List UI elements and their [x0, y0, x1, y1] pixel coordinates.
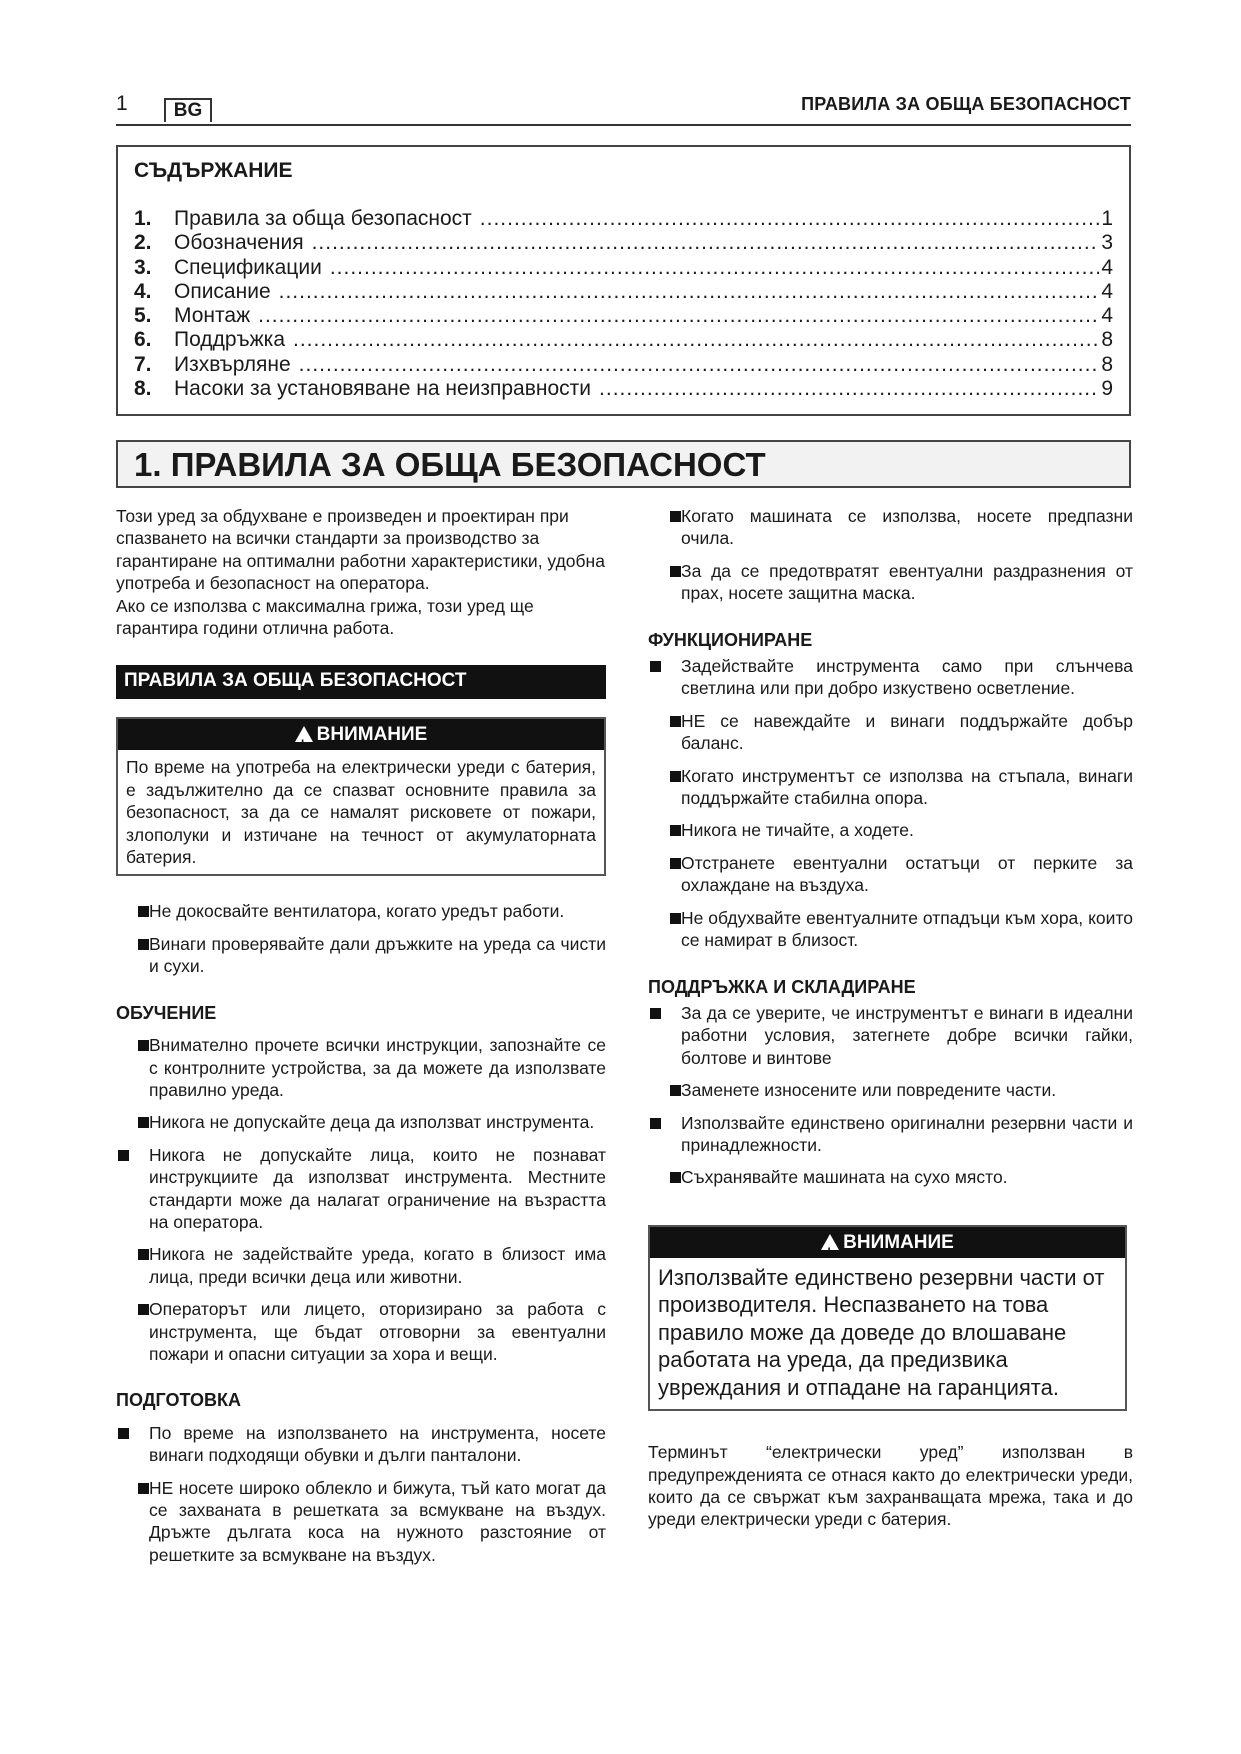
bullet-item: Заменете износените или повредените части. [648, 1079, 1133, 1101]
toc-item[interactable]: 8. Насоки за установяване на неизправности ..... 9 [134, 377, 1113, 401]
warning-triangle-icon [295, 726, 313, 742]
toc-item[interactable]: 1. Правила за обща безопасност ..... 1 [134, 207, 1113, 231]
bullet-item: Никога не тичайте, а ходете. [648, 819, 1133, 841]
bullet-item: За да се уверите, че инструментът е винаги в идеални работни условия, затегнете добре всички гайки, болтове и винтове [648, 1002, 1133, 1069]
bullet-square-icon [670, 825, 681, 836]
bullet-item: Не докосвайте вентилатора, когато уредът работи. [116, 900, 606, 922]
intro-paragraph: Ако се използва с максимална грижа, този уред ще гарантира години отлична работа. [116, 595, 534, 639]
warning-header [118, 719, 604, 750]
bullet-item: Операторът или лицето, оторизирано за работа с инструмента, ще бъдат отговорни за евентуални пожари и опасни ситуации за хора и вещи. [116, 1298, 606, 1365]
bullet-square-icon [670, 511, 681, 522]
bullet-item: Никога не задействайте уреда, когато в близост има лица, преди всички деца или животни. [116, 1243, 606, 1288]
subsection-title: ПОДДРЪЖКА И СКЛАДИРАНЕ [648, 976, 916, 997]
bullet-square-icon [650, 1118, 661, 1129]
bullet-square-icon [138, 1304, 149, 1315]
toc-leader [299, 353, 1100, 377]
toc-leader [480, 207, 1100, 231]
bullet-square-icon [138, 939, 149, 950]
bullet-item: НЕ се навеждайте и винаги поддържайте добър баланс. [648, 710, 1133, 755]
page-number: 1 [116, 92, 128, 115]
bullet-item: Винаги проверявайте дали дръжките на уреда са чисти и сухи. [116, 933, 606, 978]
bullet-square-icon [650, 1008, 661, 1019]
bullet-item: НЕ носете широко облекло и бижута, тъй като могат да се захваната в решетката за всмукване на въздух. Дръжте дългата коса на нужното разстояние от решетките за всмукване на въздух. [116, 1477, 606, 1567]
bullet-square-icon [670, 1085, 681, 1096]
subsection-title: ОБУЧЕНИЕ [116, 1002, 217, 1023]
toc-leader [258, 304, 1099, 328]
bullet-square-icon [138, 1117, 149, 1128]
bullet-item: Никога не допускайте лица, които не познават инструкциите да използват инструмента. Местните стандарти може да налагат ограничение на възрастта на оператора. [116, 1144, 606, 1234]
bullet-square-icon [138, 1040, 149, 1051]
bullet-item: Когато машината се използва, носете предпазни очила. [648, 505, 1133, 550]
section-heading: 1. ПРАВИЛА ЗА ОБЩА БЕЗОПАСНОСТ [116, 440, 1131, 488]
toc-title: СЪДЪРЖАНИЕ [134, 159, 293, 182]
toc-leader [330, 256, 1100, 280]
bullet-square-icon [670, 566, 681, 577]
toc-item[interactable]: 7. Изхвърляне ..... 8 [134, 353, 1113, 377]
toc-item[interactable]: 4. Описание ..... 4 [134, 280, 1113, 304]
bullet-item: Отстранете евентуални остатъци от перките за охлаждане на въздуха. [648, 852, 1133, 897]
bullet-square-icon [118, 1428, 129, 1439]
bullet-item: Внимателно прочете всички инструкции, запознайте се с контролните устройства, за да можете да използвате правилно уреда. [116, 1034, 606, 1101]
bullet-item: По време на използването на инструмента, носете винаги подходящи обувки и дълги панталони. [116, 1422, 606, 1467]
bullet-item: Никога не допускайте деца да използват инструмента. [116, 1111, 606, 1133]
bullet-item: Задействайте инструмента само при слънчева светлина или при добро изкуствено осветление. [648, 655, 1133, 700]
toc-item[interactable]: 3. Спецификации ..... 4 [134, 256, 1113, 280]
bullet-item: За да се предотвратят евентуални раздразнения от прах, носете защитна маска. [648, 560, 1133, 605]
bullet-square-icon [118, 1150, 129, 1161]
bullet-square-icon [670, 1172, 681, 1183]
subsection-title-bar: ПРАВИЛА ЗА ОБЩА БЕЗОПАСНОСТ [116, 665, 606, 699]
toc-item[interactable]: 2. Обозначения ..... 3 [134, 231, 1113, 255]
bullet-square-icon [670, 716, 681, 727]
bullet-square-icon [138, 1249, 149, 1260]
subsection-title: ФУНКЦИОНИРАНЕ [648, 629, 813, 650]
table-of-contents [116, 145, 1131, 416]
warning-box [648, 1225, 1127, 1412]
bullet-square-icon [670, 913, 681, 924]
warning-box [116, 717, 606, 876]
bullet-item: Използвайте единствено оригинални резервни части и принадлежности. [648, 1112, 1133, 1157]
bullet-item: Не обдухвайте евентуалните отпадъци към хора, които се намират в близост. [648, 907, 1133, 952]
bullet-square-icon [650, 661, 661, 672]
header-title: ПРАВИЛА ЗА ОБЩА БЕЗОПАСНОСТ [801, 94, 1131, 114]
page-header [116, 92, 1131, 126]
toc-list [134, 207, 1113, 401]
left-column [116, 505, 606, 1566]
toc-leader [312, 231, 1100, 255]
warning-triangle-icon [821, 1234, 839, 1250]
warning-label: ВНИМАНИЕ [843, 1231, 954, 1253]
bullet-square-icon [670, 858, 681, 869]
warning-header [650, 1227, 1125, 1258]
warning-text: Използвайте единствено резервни части от производителя. Неспазването на това правило може да доведе до влошаване работата на уреда, да предизвика увреждания и отпадане на гаранцията. [658, 1264, 1105, 1400]
toc-item[interactable]: 6. Поддръжка ..... 8 [134, 328, 1113, 352]
warning-text: По време на употреба на електрически уреди с батерия, е задължително да се спазват основните правила за безопасност, за да се намалят рисковете от пожари, злополуки и изтичане на течност от акумулаторната батерия. [126, 757, 596, 868]
warning-label: ВНИМАНИЕ [316, 724, 428, 746]
right-column [648, 505, 1133, 1531]
language-badge: BG [164, 98, 212, 122]
subsection-title: ПОДГОТОВКА [116, 1390, 242, 1411]
bullet-square-icon [670, 771, 681, 782]
bullet-item: Когато инструментът се използва на стъпала, винаги поддържайте стабилна опора. [648, 765, 1133, 810]
toc-item[interactable]: 5. Монтаж ..... 4 [134, 304, 1113, 328]
intro-paragraph: Този уред за обдухване е произведен и проектиран при спазването на всички стандарти за производство за гарантиране на оптимални работни характеристики, удобна употреба и безопасност на оператора. [116, 506, 605, 594]
bullet-square-icon [138, 906, 149, 917]
toc-leader [599, 377, 1099, 401]
bullet-square-icon [138, 1483, 149, 1494]
toc-leader [279, 280, 1100, 304]
bullet-item: Съхранявайте машината на сухо място. [648, 1166, 1133, 1188]
closing-paragraph: Терминът “електрически уред” използван в предупрежденията се отнася както до електрически уреди, които да се свържат към захранващата мрежа, така и до уреди електрически уреди с батерия. [648, 1442, 1133, 1530]
toc-leader [293, 328, 1099, 352]
